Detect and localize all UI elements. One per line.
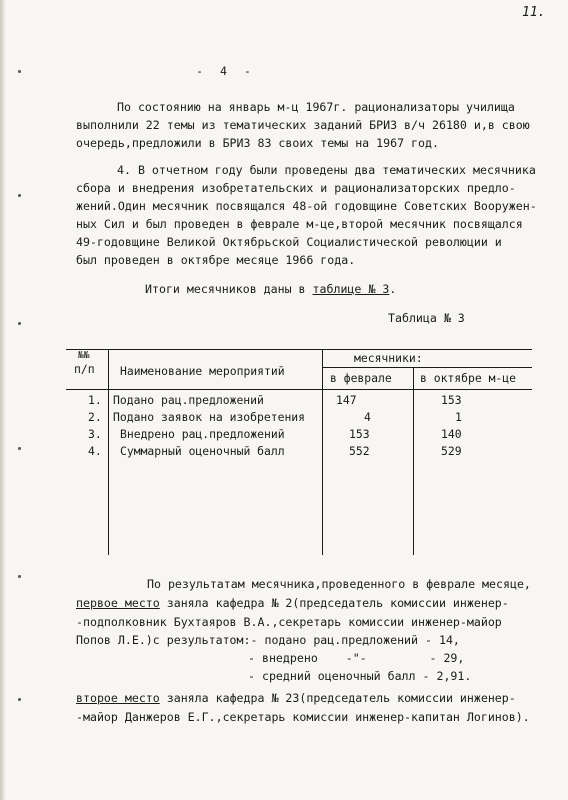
- col-num-header-2: п/п: [74, 362, 95, 376]
- para1-line: очередь,предложили в БРИЗ 83 своих темы на 1967 год.: [76, 136, 439, 150]
- page-number: - 4 -: [196, 64, 251, 78]
- row-feb: 153: [349, 427, 370, 441]
- second-place-label: второе место: [76, 691, 160, 705]
- margin-mark: [18, 70, 21, 73]
- para4-line: -майор Данжеров Е.Г.,секретарь комиссии инженер-капитан Логинов).: [76, 710, 530, 724]
- para1-line: выполнили 22 темы из тематических заданий БРИЗ в/ч 26180 и,в свою: [76, 118, 530, 132]
- para3-line: - внедрено -"- - 29,: [248, 651, 465, 665]
- table-reference: таблице № 3: [312, 282, 390, 296]
- para2-line: 4. В отчетном году были проведены два тематических месячника: [117, 163, 536, 177]
- col-oct-header: в октябре м-це: [420, 371, 517, 385]
- row-num: 2.: [88, 410, 102, 424]
- results-intro: [145, 280, 396, 298]
- para3-line: Попов Л.Е.)с результатом:- подано рац.предложений - 14,: [76, 633, 460, 647]
- para4-line-rest: заняла кафедра № 23(председатель комиссии инженер-: [159, 691, 516, 705]
- row-feb: 552: [349, 444, 370, 458]
- col-name-header: Наименование мероприятий: [120, 364, 285, 378]
- margin-mark: [18, 194, 21, 197]
- row-num: 1.: [88, 393, 102, 407]
- row-oct: 153: [441, 393, 462, 407]
- para3-line: - средний оценочный балл - 2,91.: [248, 669, 472, 683]
- col-num-header-1: №№: [78, 350, 90, 361]
- corner-page-mark: 11.: [522, 5, 546, 20]
- row-feb: 4: [364, 410, 371, 424]
- row-oct: 529: [441, 444, 462, 458]
- row-name: Подано рац.предложений: [113, 393, 264, 407]
- para4-line: [76, 689, 516, 707]
- margin-mark: [18, 575, 21, 578]
- col-feb-header: в феврале: [330, 371, 392, 385]
- row-oct: 140: [441, 427, 462, 441]
- para2-line: жений.Один месячник посвящался 48-ой годовщине Советских Вооружен-: [76, 199, 537, 213]
- row-feb: 147: [336, 393, 357, 407]
- para3-line: [76, 594, 509, 612]
- first-place-label: первое место: [76, 596, 160, 610]
- row-num: 4.: [88, 444, 102, 458]
- page-edge-shadow: [0, 0, 6, 800]
- para3-line: По результатам месячника,проведенного в феврале месяце,: [147, 577, 531, 591]
- row-num: 3.: [88, 427, 102, 441]
- group-header: месячники:: [354, 351, 423, 365]
- results-intro-text: Итоги месячников даны в: [145, 282, 313, 296]
- row-name: Суммарный оценочный балл: [120, 444, 285, 458]
- results-intro-end: .: [389, 282, 397, 296]
- margin-mark: [18, 322, 21, 325]
- row-name: Подано заявок на изобретения: [113, 410, 306, 424]
- row-oct: 1: [455, 410, 462, 424]
- para3-line-rest: заняла кафедра № 2(председатель комиссии инженер-: [159, 596, 509, 610]
- para2-line: сбора и внедрения изобретательских и рационализаторских предло-: [76, 181, 516, 195]
- para3-line: -подполковник Бухтаяров В.А.,секретарь комиссии инженер-майор: [76, 615, 502, 629]
- para1-line: По состоянию на январь м-ц 1967г. рационализаторы училища: [117, 100, 515, 114]
- para2-line: ных Сил и был проведен в феврале м-це,второй месячник посвящался: [76, 217, 523, 231]
- margin-mark: [18, 447, 21, 450]
- para2-line: 49-годовщине Великой Октябрьской Социалистической революции и: [76, 235, 502, 249]
- row-name: Внедрено рац.предложений: [120, 427, 285, 441]
- margin-mark: [18, 698, 21, 701]
- para2-line: был проведен в октябре месяце 1966 года.: [76, 253, 356, 267]
- table-caption: Таблица № 3: [388, 311, 465, 325]
